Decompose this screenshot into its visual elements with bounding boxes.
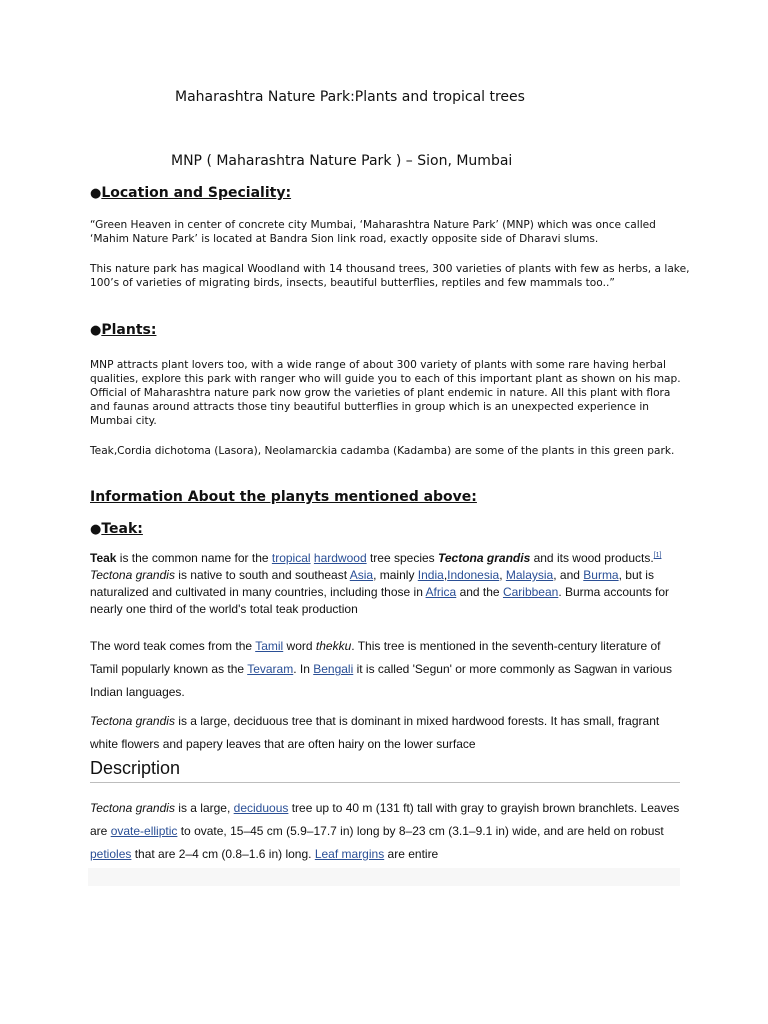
document-subtitle: MNP ( Maharashtra Nature Park ) – Sion, Mumbai <box>171 153 513 169</box>
link-deciduous[interactable]: deciduous <box>233 801 289 815</box>
link-tropical[interactable]: tropical <box>271 551 311 565</box>
heading-teak <box>90 521 143 537</box>
link-asia[interactable]: Asia <box>349 568 374 582</box>
term-teak: Teak <box>90 551 117 565</box>
bullet-icon: ● <box>90 522 102 537</box>
link-caribbean[interactable]: Caribbean <box>502 585 559 599</box>
bullet-icon: ● <box>90 323 102 338</box>
term-species: Tectona grandis <box>438 551 531 565</box>
heading-location <box>90 185 291 201</box>
link-tamil[interactable]: Tamil <box>255 639 284 653</box>
link-bengali[interactable]: Bengali <box>313 662 354 676</box>
heading-divider <box>90 782 680 783</box>
teak-paragraph-1: Teak is the common name for the tropical hardwood tree species Tectona grandis and its wood products.[1] Tectona grandis is native to south and southeast Asia, mainly India,Indonesia, Malaysia, and Burma, but is naturalized and cultivated in many countries, including those in Africa and the Caribbean. Burma accounts for nearly one third of the world's total teak production <box>90 551 670 616</box>
link-petioles[interactable]: petioles <box>90 847 132 861</box>
link-burma[interactable]: Burma <box>583 568 619 582</box>
heading-teak-text: Teak: <box>101 521 143 537</box>
location-paragraph-2: This nature park has magical Woodland with 14 thousand trees, 300 varieties of plants with few as herbs, a lake, 100’s of varieties of migrating birds, insects, beautiful butterflies, reptiles and few mammals too..” <box>90 263 690 289</box>
heading-location-text: Location and Speciality: <box>101 185 292 201</box>
link-india[interactable]: India <box>417 568 444 582</box>
heading-information <box>90 489 477 505</box>
link-indonesia[interactable]: Indonesia <box>447 568 500 582</box>
embedded-box-background <box>88 868 680 886</box>
document-title: Maharashtra Nature Park:Plants and tropical trees <box>175 89 525 105</box>
heading-plants <box>90 322 156 338</box>
link-africa[interactable]: Africa <box>425 585 457 599</box>
reference-link[interactable]: [1] <box>653 552 662 559</box>
teak-paragraph-2: The word teak comes from the Tamil word thekku. This tree is mentioned in the seventh-century literature of Tamil popularly known as the Tevaram. In Bengali it is called 'Segun' or more commonly as Sagwan in various Indian languages. <box>90 639 672 699</box>
plants-paragraph-2: Teak,Cordia dichotoma (Lasora), Neolamarckia cadamba (Kadamba) are some of the plants in this green park. <box>90 445 675 457</box>
description-heading: Description <box>90 758 181 778</box>
teak-paragraph-3: Tectona grandis is a large, deciduous tree that is dominant in mixed hardwood forests. It has small, fragrant white flowers and papery leaves that are often hairy on the lower surface <box>90 714 660 751</box>
link-leaf-margins[interactable]: Leaf margins <box>314 847 385 861</box>
description-paragraph: Tectona grandis is a large, deciduous tree up to 40 m (131 ft) tall with gray to grayish brown branchlets. Leaves are ovate-elliptic to ovate, 15–45 cm (5.9–17.7 in) long by 8–23 cm (3.1–9.1 in) wide, and are held on robust petioles that are 2–4 cm (0.8–1.6 in) long. Leaf margins are entire <box>90 801 680 861</box>
link-tevaram[interactable]: Tevaram <box>247 662 294 676</box>
location-paragraph-1: “Green Heaven in center of concrete city Mumbai, ‘Maharashtra Nature Park’ (MNP) which was once called ‘Mahim Nature Park’ is located at Bandra Sion link road, exactly opposite side of Dharavi slums. <box>90 219 656 245</box>
link-ovate-elliptic[interactable]: ovate-elliptic <box>110 824 178 838</box>
heading-information-text: Information About the planyts mentioned above: <box>90 489 477 505</box>
link-hardwood[interactable]: hardwood <box>313 551 367 565</box>
heading-plants-text: Plants: <box>101 322 157 338</box>
link-malaysia[interactable]: Malaysia <box>505 568 554 582</box>
bullet-icon: ● <box>90 186 102 201</box>
plants-paragraph-1: MNP attracts plant lovers too, with a wide range of about 300 variety of plants with some rare having herbal qualities, explore this park with ranger who will guide you to each of this important plant as shown on his map. Official of Maharashtra nature park now grow the varieties of plant endemic in nature. All this plant with flora and faunas around attracts those tiny beautiful butterflies in group which is an unexpected experience in Mumbai city. <box>90 359 681 427</box>
